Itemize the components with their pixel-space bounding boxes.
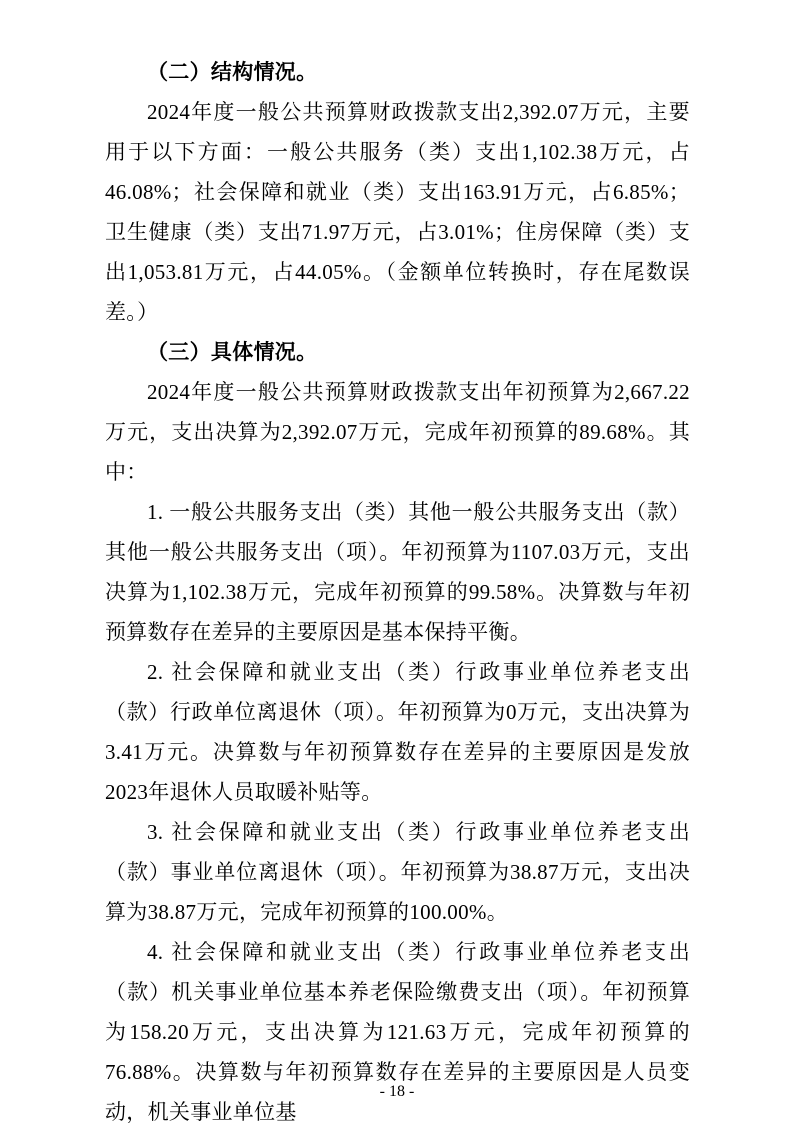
page-footer — [0, 1082, 794, 1102]
section-heading: （二）结构情况。 — [147, 60, 318, 84]
paragraph: 2. 社会保障和就业支出（类）行政事业单位养老支出（款）行政单位离退休（项）。年初预算为0万元，支出决算为3.41万元。决算数与年初预算数存在差异的主要原因是发放2023年退休人员取暖补贴等。 — [105, 660, 690, 804]
paragraph: 2024年度一般公共预算财政拨款支出2,392.07万元，主要用于以下方面：一般公共服务（类）支出1,102.38万元，占46.08%；社会保障和就业（类）支出163.91万元，占6.85%；卫生健康（类）支出71.97万元，占3.01%；住房保障（类）支出1,053.81万元，占44.05%。（金额单位转换时，存在尾数误差。） — [105, 100, 690, 324]
section-heading: （三）具体情况。 — [147, 340, 318, 364]
paragraph: 3. 社会保障和就业支出（类）行政事业单位养老支出（款）事业单位离退休（项）。年初预算为38.87万元，支出决算为38.87万元，完成年初预算的100.00%。 — [105, 820, 690, 924]
page-number: - 18 - — [379, 1083, 415, 1100]
document-body — [105, 52, 690, 1123]
paragraph: 1. 一般公共服务支出（类）其他一般公共服务支出（款）其他一般公共服务支出（项）。年初预算为1107.03万元，支出决算为1,102.38万元，完成年初预算的99.58%。决算数与年初预算数存在差异的主要原因是基本保持平衡。 — [105, 500, 690, 644]
paragraph: 2024年度一般公共预算财政拨款支出年初预算为2,667.22万元，支出决算为2,392.07万元，完成年初预算的89.68%。其中： — [105, 380, 690, 484]
paragraph: 4. 社会保障和就业支出（类）行政事业单位养老支出（款）机关事业单位基本养老保险缴费支出（项）。年初预算为158.20万元，支出决算为121.63万元，完成年初预算的76.88%。决算数与年初预算数存在差异的主要原因是人员变动，机关事业单位基 — [105, 940, 690, 1123]
